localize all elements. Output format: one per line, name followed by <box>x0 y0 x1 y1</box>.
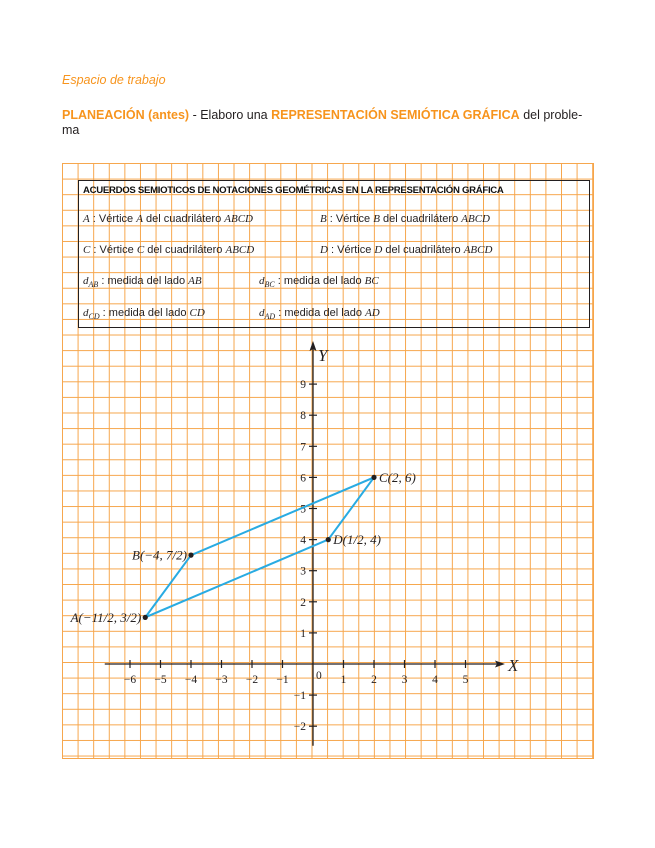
y-tick-label: 3 <box>300 565 306 578</box>
agreements-title: ACUERDOS SEMIOTICOS DE NOTACIONES GEOMÉTRICAS EN LA REPRESENTACIÓN GRÁFICA <box>83 185 504 196</box>
planning-text-1: - Elaboro una <box>189 108 272 122</box>
planning-text-2: del proble-ma <box>62 108 583 137</box>
vertex-def-d: D : Vértice D del cuadrilátero ABCD <box>320 244 493 256</box>
vertex-row-2 <box>83 244 493 256</box>
y-tick-label: 9 <box>300 379 306 392</box>
vertex-label-b: B(−4, 7/2) <box>132 547 187 563</box>
x-tick-label: −4 <box>184 674 198 686</box>
y-tick-label: 6 <box>300 472 306 485</box>
measure-def-cd: $d_{CD}$ : medida del lado CD <box>83 307 205 322</box>
measure-def-ab: $d_{AB}$ : medida del lado AB <box>83 275 202 290</box>
y-tick-label: −2 <box>293 721 306 734</box>
y-axis-label: Y <box>318 346 328 365</box>
vertex-label-a: A(−11/2, 3/2) <box>70 609 142 625</box>
x-tick-label: −5 <box>154 674 167 686</box>
origin-label: 0 <box>316 670 322 682</box>
y-tick-label: 1 <box>300 627 306 640</box>
y-tick-label: −1 <box>293 690 306 703</box>
workspace-heading: Espacio de trabajo <box>62 73 166 87</box>
agreements-box <box>78 180 590 328</box>
x-tick-label: −1 <box>276 674 289 686</box>
vertex-row-1 <box>83 213 490 225</box>
x-tick-label: 2 <box>371 674 377 686</box>
y-tick-label: 4 <box>300 534 306 547</box>
planning-instruction <box>62 108 597 138</box>
vertex-def-a: A : Vértice A del cuadrilátero ABCD <box>83 213 253 225</box>
vertex-def-c: C : Vértice C del cuadrilátero ABCD <box>83 244 255 256</box>
measure-def-ad: $d_{AD}$ : medida del lado AD <box>259 307 380 322</box>
x-tick-label: −3 <box>215 674 228 686</box>
x-tick-label: 1 <box>340 674 347 686</box>
x-tick-label: 5 <box>462 674 469 686</box>
y-tick-label: 5 <box>300 503 306 516</box>
measure-row-2 <box>83 307 380 322</box>
x-tick-label: −6 <box>123 674 137 686</box>
planning-highlight: REPRESENTACIÓN SEMIÓTICA GRÁFICA <box>271 108 520 122</box>
x-tick-label: 3 <box>401 674 408 686</box>
x-tick-label: 4 <box>432 674 438 686</box>
measure-row-1 <box>83 275 379 290</box>
vertex-def-b: B : Vértice B del cuadrilátero ABCD <box>320 213 490 225</box>
planning-label: PLANEACIÓN (antes) <box>62 108 190 122</box>
y-tick-label: 2 <box>300 596 306 609</box>
y-tick-label: 8 <box>300 410 306 423</box>
x-tick-label: −2 <box>245 674 259 686</box>
x-axis-label: X <box>507 656 519 675</box>
y-tick-label: 7 <box>300 441 306 454</box>
vertex-label-d: D(1/2, 4) <box>333 532 381 548</box>
vertex-label-c: C(2, 6) <box>379 469 416 485</box>
measure-def-bc: $d_{BC}$ : medida del lado BC <box>259 275 379 290</box>
